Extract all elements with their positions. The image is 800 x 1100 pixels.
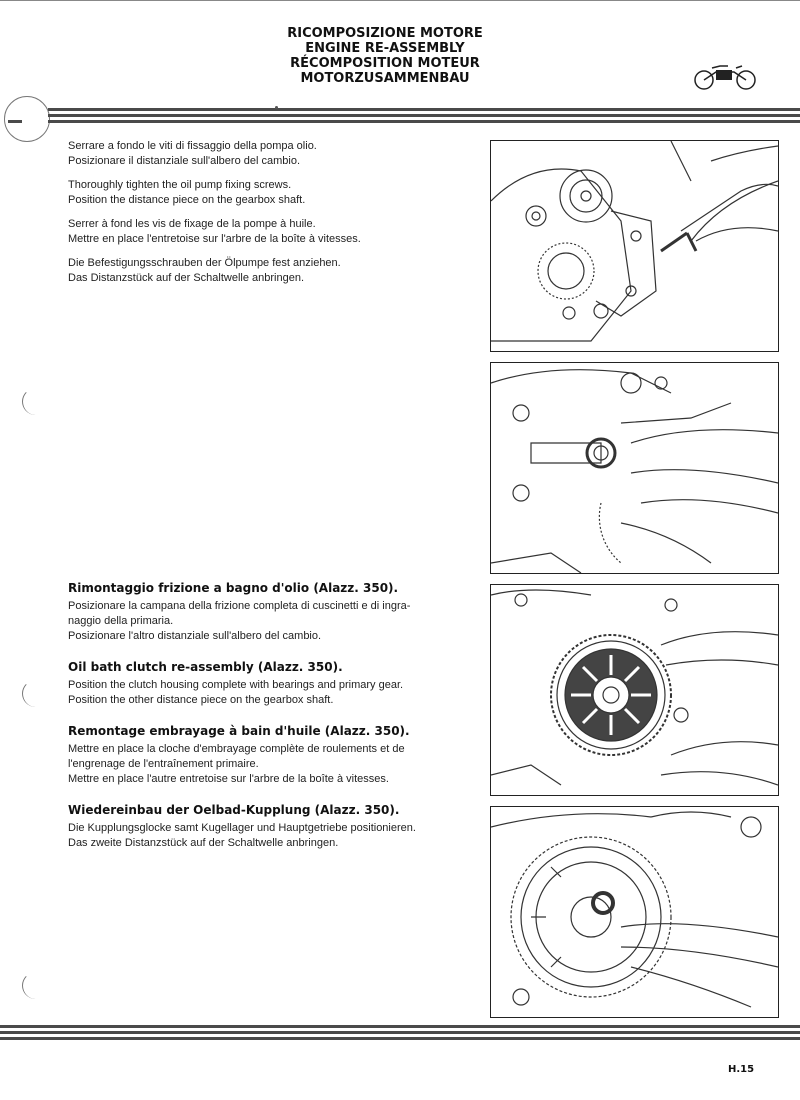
motorcycle-logo-icon bbox=[690, 56, 760, 96]
figure-distance-piece bbox=[490, 362, 779, 574]
text-line: Position the other distance piece on the gearbox shaft. bbox=[68, 694, 334, 706]
binder-hole-icon bbox=[4, 96, 50, 142]
figure-clutch-housing bbox=[490, 584, 779, 796]
text-line: Serrare a fondo le viti di fissaggio della pompa olio. bbox=[68, 140, 317, 152]
text-line: l'engrenage de l'entraînement primaire. bbox=[68, 758, 259, 770]
binder-hole-icon bbox=[22, 972, 49, 999]
text-line: Position the clutch housing complete with bearings and primary gear. bbox=[68, 679, 404, 691]
title-english: ENGINE RE-ASSEMBLY bbox=[305, 41, 465, 56]
text-line: Mettre en place l'entretoise sur l'arbre de la boîte à vitesses. bbox=[68, 233, 361, 245]
text-line: Das Distanzstück auf der Schaltwelle anbringen. bbox=[68, 272, 305, 284]
text-line: Das zweite Distanzstück auf der Schaltwelle anbringen. bbox=[68, 837, 339, 849]
title-italian: RICOMPOSIZIONE MOTORE bbox=[287, 26, 483, 41]
heading-french: Remontage embrayage à bain d'huile (Alazz. 350). bbox=[68, 724, 410, 738]
text-line: Posizionare la campana della frizione completa di cuscinetti e di ingra- bbox=[68, 600, 411, 612]
binder-hole-icon bbox=[22, 388, 49, 415]
section-clutch-text bbox=[68, 581, 478, 851]
title-german: MOTORZUSAMMENBAU bbox=[300, 71, 470, 86]
text-line: Mettre en place l'autre entretoise sur l'arbre de la boîte à vitesses. bbox=[68, 773, 389, 785]
heading-english: Oil bath clutch re-assembly (Alazz. 350). bbox=[68, 660, 343, 674]
heading-italian: Rimontaggio frizione a bagno d'olio (Alazz. 350). bbox=[68, 581, 399, 595]
text-line: Die Kupplungsglocke samt Kugellager und Hauptgetriebe positionieren. bbox=[68, 822, 416, 834]
figure-other-distance-piece bbox=[490, 806, 779, 1018]
page-header bbox=[240, 26, 530, 86]
print-mark bbox=[275, 106, 278, 109]
binder-hole-icon bbox=[22, 680, 49, 707]
text-line: Die Befestigungsschrauben der Ölpumpe fest anziehen. bbox=[68, 257, 341, 269]
figure-oil-pump-screws bbox=[490, 140, 779, 352]
text-line: Posizionare l'altro distanziale sull'albero del cambio. bbox=[68, 630, 322, 642]
text-line: naggio della primaria. bbox=[68, 615, 174, 627]
top-border-line bbox=[0, 0, 800, 1]
section-oil-pump-text bbox=[68, 139, 478, 286]
heading-german: Wiedereinbau der Oelbad-Kupplung (Alazz. 350). bbox=[68, 803, 400, 817]
text-line: Position the distance piece on the gearbox shaft. bbox=[68, 194, 306, 206]
page-number: H.15 bbox=[728, 1064, 755, 1075]
text-line: Thoroughly tighten the oil pump fixing screws. bbox=[68, 179, 292, 191]
text-line: Mettre en place la cloche d'embrayage complète de roulements et de bbox=[68, 743, 405, 755]
text-line: Posizionare il distanziale sull'albero del cambio. bbox=[68, 155, 300, 167]
text-line: Serrer à fond les vis de fixage de la pompe à huile. bbox=[68, 218, 316, 230]
title-french: RÉCOMPOSITION MOTEUR bbox=[290, 56, 480, 71]
